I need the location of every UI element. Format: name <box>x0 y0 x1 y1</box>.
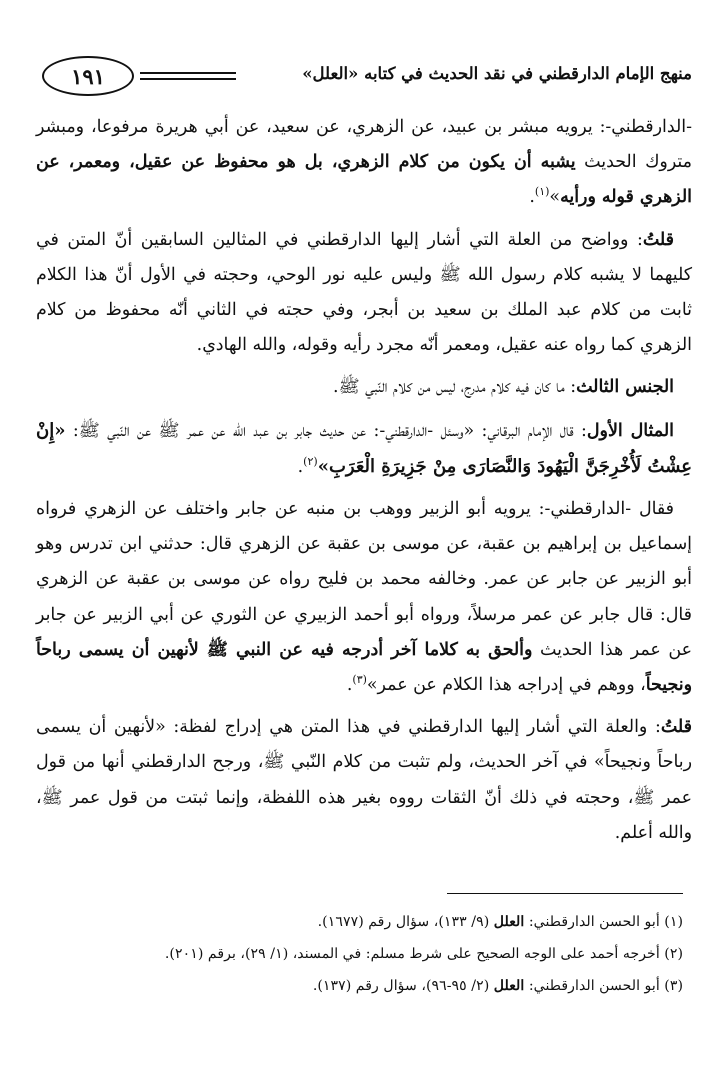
footnote-marker: (٢) <box>664 946 683 962</box>
header-rule-top <box>140 72 236 74</box>
paragraph <box>36 370 692 405</box>
paragraph-text: : وواضح من العلة التي أشار إليها الدارقطني في المثالين السابقين أنّ المتن في كليهما لا يشبه كلام رسول الله ﷺ وليس عليه نور الوحي، وحجته في الأول أنّ هذا الكلام ثابت من كلام عبد الملك بن سعيد بن أبجر، وفي حجته في الثاني أنّه محفوظ من كلام الزهري كما رواه عنه عقيل، ومعمر أنّه مجرد رأيه وقوله، والله الهادي. <box>36 229 692 356</box>
paragraph-text: : والعلة التي أشار إليها الدارقطني في هذا المتن هي إدراج لفظة: «لأنهين أن يسمى رباحاً ونجيحاً» في آخر الحديث، ولم تثبت من كلام النّبي ﷺ، ورجح الدارقطني أنها من قول عمر ﷺ، وحجته في ذلك أنّ الثقات رووه بغير هذه اللفظة، وإنما ثبتت من قول عمر ﷺ، والله أعلم. <box>36 717 692 843</box>
paragraph <box>36 110 692 216</box>
bold-text: قلتُ <box>642 229 674 250</box>
footnote-ref: (٢) <box>303 455 318 469</box>
bold-text: قلتُ <box>660 717 692 738</box>
footnote-source-title: العلل <box>493 914 525 930</box>
bold-text: وألحق به كلاما آخر أدرجه فيه عن النبي ﷺ لأنهين أن يسمى رباحاً ونجيحاً <box>36 639 692 696</box>
paragraph <box>36 413 692 485</box>
footnote-ref: (٣) <box>352 673 367 687</box>
footnote: (٣) أبو الحسن الدارقطني: العلل (٢/ ٩٥-٩٦)، سؤال رقم (١٣٧). <box>312 978 683 994</box>
bold-text: يشبه أن يكون من كلام الزهري، بل هو محفوظ عن عقيل، ومعمر، عن الزهري قوله ورأيه <box>36 152 692 208</box>
footnote-marker: (١) <box>664 914 683 930</box>
paragraph-text: . <box>346 675 353 696</box>
footnote-marker: (٣) <box>664 978 683 994</box>
paragraph-text: . <box>297 456 304 477</box>
paragraph <box>36 492 692 703</box>
paragraph-text: : قال الإمام البرقاني: «وسئل -الدارقطني-: عن حديث جابر بن عبد الله عن عمر ﷺ عن النّبي ﷺ: <box>65 420 587 441</box>
bold-text: المثال الأول <box>586 420 674 441</box>
page-number: ١٩١ <box>42 56 134 96</box>
footnote-source-title: العلل <box>493 978 525 994</box>
header-rule-bottom <box>140 78 236 80</box>
paragraph <box>36 710 692 851</box>
body-text <box>36 110 692 858</box>
paragraph <box>36 223 692 364</box>
footnote: (٢) أخرجه أحمد على الوجه الصحيح على شرط مسلم: في المسند، (١/ ٢٩)، برقم (٢٠١). <box>164 946 683 962</box>
paragraph-text: » <box>549 187 561 208</box>
header-title: منهج الإمام الدارقطني في نقد الحديث في كتابه «العلل» <box>302 64 692 83</box>
quran-quote: «إِنْ عِشْتُ لَأُخْرِجَنَّ الْيَهُودَ وَالنَّصَارَى مِنْ جَزِيرَةِ الْعَرَبِ» <box>36 419 692 477</box>
footnote-ref: (١) <box>534 185 550 199</box>
paragraph-text: : ما كان فيه كلام مدرج، ليس من كلام النّبي ﷺ. <box>333 377 577 398</box>
footnotes <box>63 906 683 1002</box>
paragraph-text: -الدارقطني-: يرويه مبشر بن عبيد، عن الزهري، عن سعيد، عن أبي هريرة مرفوعا، ومبشر متروك الحديث <box>36 117 692 173</box>
paragraph-text: فقال -الدارقطني-: يرويه أبو الزبير ووهب بن منبه عن جابر واختلف عن الزهري فرواه إسماعيل بن إبراهيم بن عقبة، عن موسى بن عقبة عن الزهري قال: حدثني ابن تدرس وهو أبو الزبير عن جابر عن عمر. وخالفه محمد بن فليح رواه عن موسى بن عقبة عن الزهري قال: قال جابر عن عمر مرسلاً، ورواه أبو أحمد الزبيري عن الثوري عن أبي الزبير عن جابر عن عمر هذا الحديث <box>36 499 692 660</box>
running-header <box>42 56 692 102</box>
footnote: (١) أبو الحسن الدارقطني: العلل (٩/ ١٣٣)، سؤال رقم (١٦٧٧). <box>317 914 683 930</box>
bold-text: الجنس الثالث <box>576 377 674 398</box>
paragraph-text: ، ووهم في إدراجه هذا الكلام عن عمر» <box>366 675 646 696</box>
paragraph-text: . <box>529 187 535 208</box>
footnote-divider <box>447 893 683 894</box>
